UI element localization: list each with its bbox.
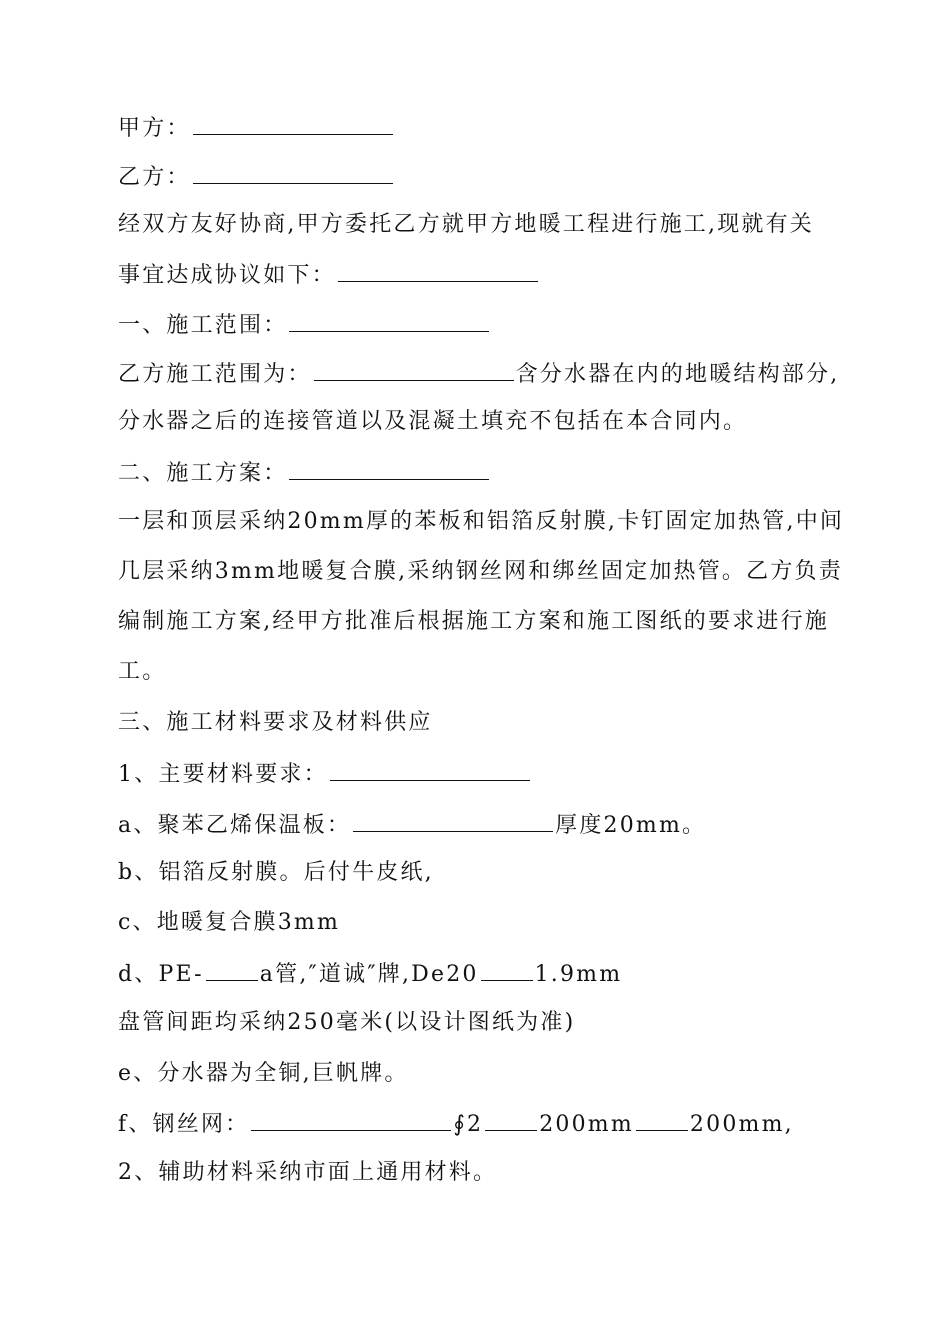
item-1-line xyxy=(118,758,532,790)
item-d-post: 1.9mm xyxy=(534,962,623,987)
intro-line-1: 经双方友好协商,甲方委托乙方就甲方地暖工程进行施工,现就有关 xyxy=(118,212,814,237)
plan-line-2: 几层采纳3mm地暖复合膜,采纳钢丝网和绑丝固定加热管。乙方负责 xyxy=(118,559,843,584)
item-d-line xyxy=(118,958,622,990)
item-d-blank-2 xyxy=(481,958,533,981)
section-3-title: 三、施工材料要求及材料供应 xyxy=(118,710,433,735)
item-c-line: c、地暖复合膜3mm xyxy=(118,910,341,935)
scope-line-2: 分水器之后的连接管道以及混凝土填充不包括在本合同内。 xyxy=(118,409,748,434)
item-d-pre: d、PE- xyxy=(118,962,204,987)
scope-blank xyxy=(314,358,514,381)
item-d-mid: a管,″道诚″牌,De20 xyxy=(259,962,479,987)
item-f-mid2: 200mm xyxy=(539,1112,634,1137)
section-2-title-line xyxy=(118,457,491,489)
item-a-line xyxy=(118,809,706,841)
item-a-blank xyxy=(353,809,553,832)
item-f-blank-3 xyxy=(636,1108,688,1131)
scope-line-1-post: 含分水器在内的地暖结构部分, xyxy=(515,362,840,387)
plan-line-3: 编制施工方案,经甲方批准后根据施工方案和施工图纸的要求进行施 xyxy=(118,609,829,634)
item-f-post: 200mm, xyxy=(689,1112,794,1137)
item-d-note: 盘管间距均采纳250毫米(以设计图纸为准) xyxy=(118,1010,576,1035)
section-1-title-line xyxy=(118,309,491,341)
item-f-pre: f、钢丝网： xyxy=(118,1112,250,1137)
section-2-title: 二、施工方案： xyxy=(118,461,288,486)
section-1-title: 一、施工范围： xyxy=(118,313,288,338)
intro-blank xyxy=(338,259,538,282)
party-b-line xyxy=(118,161,395,193)
party-a-line xyxy=(118,112,395,144)
item-d-blank-1 xyxy=(206,958,258,981)
item-b-line: b、铝箔反射膜。后付牛皮纸, xyxy=(118,860,434,885)
party-b-label: 乙方： xyxy=(118,165,191,190)
item-f-line xyxy=(118,1108,794,1140)
item-2-line: 2、辅助材料采纳市面上通用材料。 xyxy=(118,1160,498,1185)
scope-line-1 xyxy=(118,358,839,390)
plan-line-1: 一层和顶层采纳20mm厚的苯板和铝箔反射膜,卡钉固定加热管,中间 xyxy=(118,509,845,534)
intro-line-2 xyxy=(118,259,540,291)
plan-line-4: 工。 xyxy=(118,659,167,684)
item-a-post: 厚度20mm。 xyxy=(555,813,707,838)
item-1-blank xyxy=(330,758,530,781)
item-f-blank-2 xyxy=(485,1108,537,1131)
item-a-pre: a、聚苯乙烯保温板： xyxy=(118,813,352,838)
party-a-label: 甲方： xyxy=(118,116,191,141)
party-a-blank xyxy=(193,112,393,135)
section-2-blank xyxy=(289,457,489,480)
item-1-label: 1、主要材料要求： xyxy=(118,762,328,787)
item-e-line: e、分水器为全铜,巨帆牌。 xyxy=(118,1061,409,1086)
section-1-blank xyxy=(289,309,489,332)
scope-line-1-pre: 乙方施工范围为： xyxy=(118,362,312,387)
item-f-mid1: ∮2 xyxy=(453,1112,484,1137)
item-f-blank-1 xyxy=(251,1108,451,1131)
party-b-blank xyxy=(193,161,393,184)
intro-line-2-label: 事宜达成协议如下： xyxy=(118,263,336,288)
